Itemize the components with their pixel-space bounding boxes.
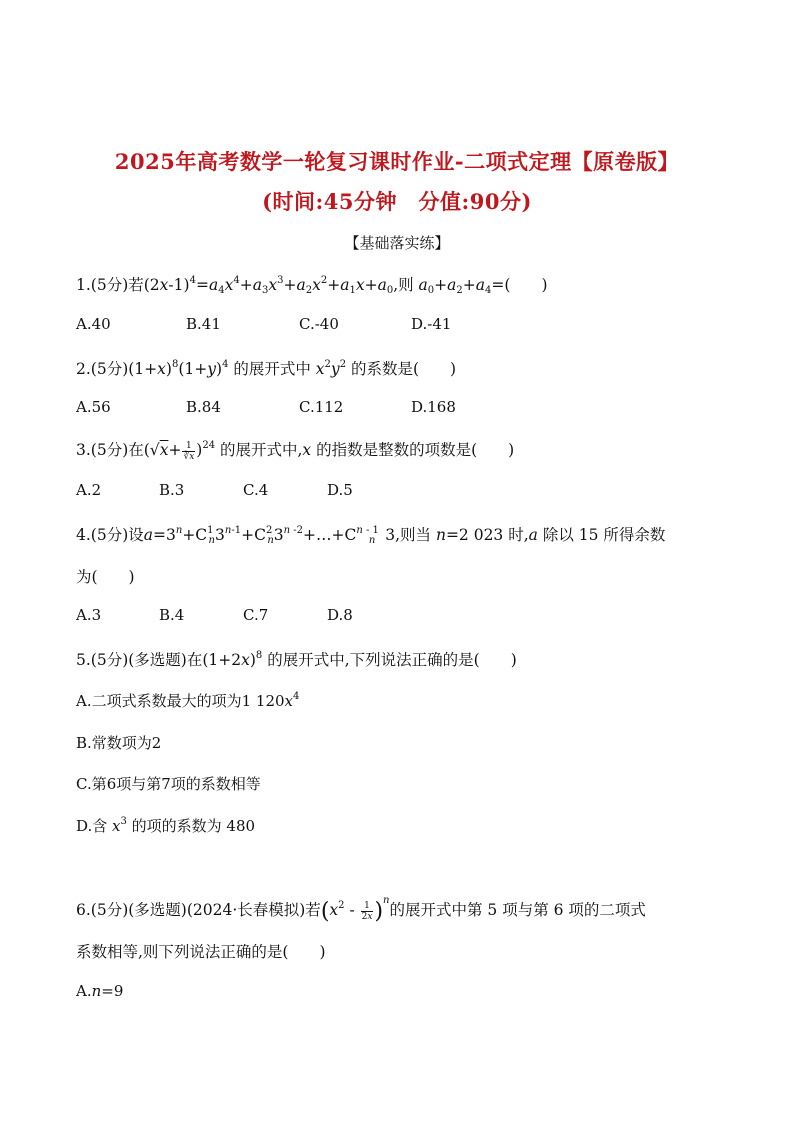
question-1-option-d: D.-41 <box>411 315 452 333</box>
question-1-stem: 1.(5分)若$(2x-1)^4=a_4x^4+a_3x^3+a_2x^2+a_1x+a_0$,则 $a_0+a_2+a_4=$( ) <box>76 275 548 296</box>
document-title: 2025年高考数学一轮复习课时作业-二项式定理【原卷版】 <box>114 149 680 174</box>
document-subtitle: (时间:45分钟 分值:90分) <box>262 189 532 214</box>
question-5-option-c: C.第6项与第7项的系数相等 <box>76 775 261 793</box>
question-3-option-a: A.2 <box>76 481 102 499</box>
question-5-option-d: D.含 $x^3$ 的项的系数为 480 <box>76 816 256 835</box>
question-1-option-c: C.-40 <box>299 315 339 333</box>
question-6-option-a: A.n=9 <box>76 982 124 1000</box>
question-4-option-b: B.4 <box>159 606 185 624</box>
question-4-option-c: C.7 <box>243 606 269 624</box>
fraction-1-over-cuberoot-x: $\frac{1}{∛x}$ <box>183 440 195 462</box>
question-6-stem-continued: 系数相等,则下列说法正确的是( ) <box>76 943 326 961</box>
question-5-stem: 5.(5分)(多选题)在$(1+2x)^8$ 的展开式中,下列说法正确的是( ) <box>76 650 517 669</box>
question-4-stem-continued: 为( ) <box>76 568 135 586</box>
question-2-option-b: B.84 <box>186 398 221 416</box>
question-3-stem: 3.(5分)在(√x+ $\frac{1}{∛x}$ )$^{24}$ 的展开式中,x 的指数是整数的项数是( ) <box>76 440 515 462</box>
question-4-stem: 4.(5分)设$a=3^n+C^1_n3^{n-1}+C^2_n3^{n -2}+\dots+C^{n - 1}_n$ 3,则当 n=2 023 时,a 除以 15 所得余数 <box>76 525 666 546</box>
question-4-option-a: A.3 <box>76 606 102 624</box>
question-1-option-b: B.41 <box>186 315 221 333</box>
question-3-option-c: C.4 <box>243 481 269 499</box>
question-5-option-a: A.二项式系数最大的项为1 $120x^4$ <box>76 691 300 710</box>
question-6-stem: 6.(5分)(多选题)(2024·长春模拟)若($x^2$ - $\frac{1}{2x}$ )$^n$的展开式中第 5 项与第 6 项的二项式 <box>76 895 646 924</box>
question-3-option-b: B.3 <box>159 481 185 499</box>
question-2-stem: 2.(5分)$(1+x)^8(1+y)^4$ 的展开式中 $x^2y^2$ 的系数是( ) <box>76 359 457 378</box>
question-2-option-c: C.112 <box>299 398 344 416</box>
question-2-option-d: D.168 <box>411 398 456 416</box>
question-5-option-b: B.常数项为2 <box>76 734 162 752</box>
section-heading: 【基础落实练】 <box>344 234 450 252</box>
fraction-1-over-2x: $\frac{1}{2x}$ <box>361 900 373 922</box>
question-2-option-a: A.56 <box>76 398 111 416</box>
question-4-option-d: D.8 <box>327 606 353 624</box>
question-1-option-a: A.40 <box>76 315 111 333</box>
question-3-option-d: D.5 <box>327 481 353 499</box>
